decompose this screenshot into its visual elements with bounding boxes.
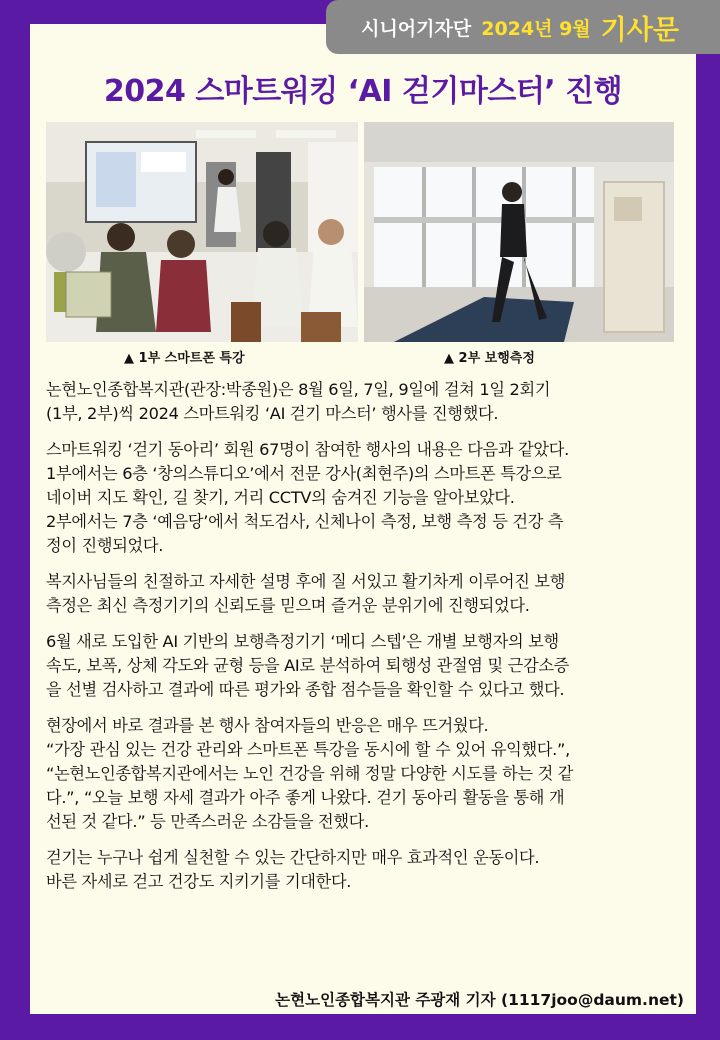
reporter-byline: 논현노인종합복지관 주광재 기자 (1117joo@daum.net) [275,991,684,1009]
banner-date: 2024년 9월 [481,17,591,40]
paragraph-4: 6월 새로 도입한 AI 기반의 보행측정기기 ‘메디 스텝’은 개별 보행자의 보행 속도, 보폭, 상체 각도와 균형 등을 AI로 분석하여 퇴행성 관절염 및 근감소증 을 선별 검사하고 결과에 따른 평가와 종합 점수들을 확인할 수 있다고 했다. [46,632,570,699]
paragraph-5: 현장에서 바로 결과를 본 행사 참여자들의 반응은 매우 뜨거웠다. “가장 관심 있는 건강 관리와 스마트폰 특강을 동시에 할 수 있어 유익했다.”, “논현노인종합복지관에서는 노인 건강을 위해 정말 다양한 시도를 하는 것 같 다.”, “오늘 보행 자세 결과가 아주 좋게 나왔다. 걷기 동아리 활동을 통해 개 선된 것 같다.” 등 만족스러운 소감들을 전했다. [46,716,574,831]
photo-caption-2: ▲ 2부 보행측정 [444,351,535,366]
article-headline: 2024 스마트워킹 ‘AI 걷기마스터’ 진행 [103,74,623,109]
article-body [46,378,686,906]
banner-kind: 기사문 [600,14,679,46]
paragraph-1: 논현노인종합복지관(관장:박종원)은 8월 6일, 7일, 9일에 걸쳐 1일 2회기 (1부, 2부)씩 2024 스마트워킹 ‘AI 걷기 마스터’ 행사를 진행했다. [46,380,551,423]
paragraph-2: 스마트워킹 ‘걷기 동아리’ 회원 67명이 참여한 행사의 내용은 다음과 같았다. 1부에서는 6층 ‘창의스튜디오’에서 전문 강사(최현주)의 스마트폰 특강으로 네이버 지도 확인, 길 찾기, 거리 CCTV의 숨겨진 기능을 알아보았다. 2부에서는 7층 ‘예음당’에서 척도검사, 신체나이 측정, 보행 측정 등 건강 측 정이 진행되었다. [46,440,569,555]
banner-org: 시니어기자단 [361,17,472,40]
photo-smartphone-lecture [46,122,358,342]
photo-caption-1: ▲ 1부 스마트폰 특강 [124,351,245,366]
photo-gait-measurement [364,122,674,342]
banner-tag [326,0,720,54]
paragraph-3: 복지사님들의 친절하고 자세한 설명 후에 질 서있고 활기차게 이루어진 보행 측정은 최신 측정기기의 신뢰도를 믿으며 즐거운 분위기에 진행되었다. [46,572,566,615]
paragraph-6: 걷기는 누구나 쉽게 실천할 수 있는 간단하지만 매우 효과적인 운동이다. 바른 자세로 걷고 건강도 지키기를 기대한다. [46,848,540,891]
